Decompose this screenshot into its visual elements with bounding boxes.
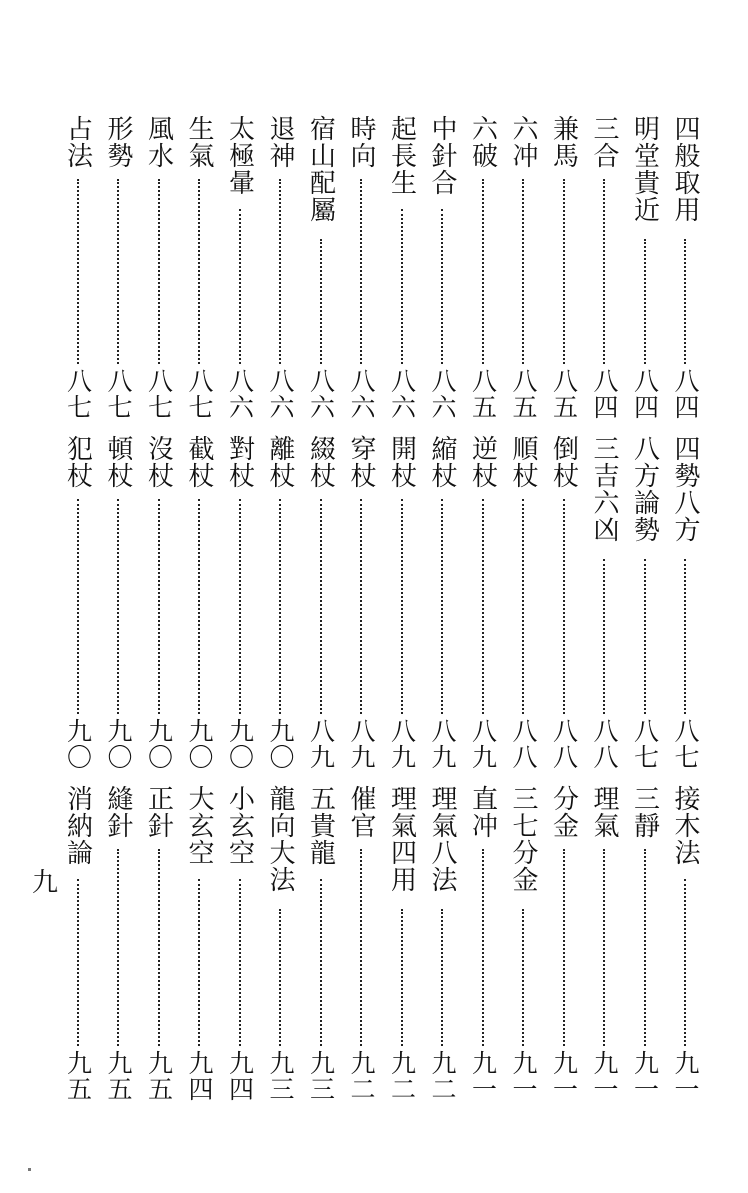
toc-entry bbox=[508, 435, 538, 778]
toc-entry-page: 八四 bbox=[671, 368, 700, 420]
dot-leader bbox=[563, 499, 565, 714]
toc-entry bbox=[468, 435, 498, 778]
dot-leader bbox=[239, 499, 241, 714]
toc-entry bbox=[225, 785, 255, 1110]
toc-entry-page: 八九 bbox=[387, 718, 417, 770]
toc-entry bbox=[184, 785, 214, 1110]
toc-entry-title: 六破 bbox=[467, 115, 498, 169]
toc-entry-page: 九一 bbox=[549, 1050, 579, 1102]
dot-leader bbox=[401, 209, 403, 364]
toc-entry bbox=[589, 785, 619, 1110]
toc-entry-page: 八九 bbox=[306, 718, 336, 770]
dot-leader bbox=[441, 209, 443, 364]
dot-leader bbox=[117, 849, 119, 1046]
dot-leader bbox=[198, 879, 200, 1046]
dot-leader bbox=[684, 239, 686, 364]
toc-entry-title: 四般取用 bbox=[670, 115, 700, 223]
toc-entry bbox=[387, 785, 417, 1110]
dot-leader bbox=[239, 879, 241, 1046]
toc-entry-page: 八九 bbox=[428, 718, 457, 770]
toc-entry bbox=[346, 785, 376, 1110]
toc-entry-title: 三吉六凶 bbox=[589, 435, 619, 543]
toc-entry-page: 九三 bbox=[266, 1050, 295, 1102]
toc-entry bbox=[468, 115, 498, 428]
toc-entry-page: 九一 bbox=[630, 1050, 660, 1102]
dot-leader bbox=[401, 499, 403, 714]
toc-entry bbox=[670, 115, 700, 428]
toc-entry-title: 八方論勢 bbox=[629, 435, 660, 543]
toc-entry-page: 九〇 bbox=[104, 718, 133, 770]
dot-leader bbox=[441, 499, 443, 714]
toc-entry-title: 頓杖 bbox=[103, 435, 133, 489]
dot-leader bbox=[482, 179, 484, 364]
toc-entry-page: 八六 bbox=[306, 368, 336, 420]
toc-entry-title: 起長生 bbox=[386, 115, 417, 196]
toc-entry bbox=[225, 115, 255, 428]
toc-entry-page: 九一 bbox=[590, 1050, 619, 1102]
dot-leader bbox=[401, 909, 403, 1046]
toc-entry-page: 八七 bbox=[144, 368, 174, 420]
toc-entry bbox=[265, 115, 295, 428]
dot-leader bbox=[482, 499, 484, 714]
toc-entry-title: 正針 bbox=[143, 785, 174, 839]
dot-leader bbox=[563, 179, 565, 364]
toc-entry-title: 太極暈 bbox=[224, 115, 255, 196]
toc-entry bbox=[427, 785, 457, 1110]
dot-leader bbox=[320, 879, 322, 1046]
toc-entry-title: 三靜 bbox=[629, 785, 660, 839]
scan-speck bbox=[28, 1168, 31, 1171]
toc-entry-page: 八五 bbox=[509, 368, 538, 420]
toc-entry-title: 風水 bbox=[143, 115, 174, 169]
toc-entry-title: 生氣 bbox=[184, 115, 214, 169]
dot-leader bbox=[603, 179, 605, 364]
toc-entry-page: 九五 bbox=[104, 1050, 133, 1102]
toc-entry bbox=[508, 115, 538, 428]
toc-entry-title: 催官 bbox=[346, 785, 376, 839]
dot-leader bbox=[644, 849, 646, 1046]
toc-entry bbox=[670, 435, 700, 778]
toc-entry-title: 三合 bbox=[589, 115, 619, 169]
toc-entry-title: 縮杖 bbox=[427, 435, 457, 489]
toc-entry-title: 直冲 bbox=[467, 785, 498, 839]
dot-leader bbox=[279, 179, 281, 364]
dot-leader bbox=[644, 239, 646, 364]
toc-entry bbox=[306, 435, 336, 778]
toc-entry-title: 六冲 bbox=[508, 115, 538, 169]
toc-entry-title: 三七分金 bbox=[508, 785, 538, 893]
toc-entry-title: 時向 bbox=[346, 115, 376, 169]
dot-leader bbox=[482, 849, 484, 1046]
dot-leader bbox=[239, 209, 241, 364]
toc-entry-page: 八五 bbox=[549, 368, 579, 420]
dot-leader bbox=[77, 879, 79, 1046]
toc-entry-title: 離杖 bbox=[265, 435, 295, 489]
dot-leader bbox=[441, 909, 443, 1046]
toc-entry-title: 穿杖 bbox=[346, 435, 376, 489]
toc-entry bbox=[468, 785, 498, 1110]
toc-entry-title: 占法 bbox=[62, 115, 93, 169]
toc-entry bbox=[225, 435, 255, 778]
toc-entry-page: 八七 bbox=[671, 718, 700, 770]
toc-entry bbox=[265, 435, 295, 778]
toc-entry-page: 八八 bbox=[590, 718, 619, 770]
toc-entry-page: 九〇 bbox=[63, 718, 93, 770]
toc-entry bbox=[387, 115, 417, 428]
toc-entry-title: 四勢八方 bbox=[670, 435, 700, 543]
toc-entry-page: 八七 bbox=[104, 368, 133, 420]
toc-entry-page: 八六 bbox=[266, 368, 295, 420]
dot-leader bbox=[563, 849, 565, 1046]
dot-leader bbox=[360, 849, 362, 1046]
toc-entry-page: 九二 bbox=[387, 1050, 417, 1102]
toc-entry bbox=[63, 115, 93, 428]
toc-entry-page: 九五 bbox=[144, 1050, 174, 1102]
toc-entry bbox=[63, 785, 93, 1110]
toc-entry-title: 中針合 bbox=[427, 115, 457, 196]
toc-entry-page: 九一 bbox=[671, 1050, 700, 1102]
toc-entry-page: 八四 bbox=[630, 368, 660, 420]
toc-entry bbox=[670, 785, 700, 1110]
toc-entry-title: 理氣 bbox=[589, 785, 619, 839]
dot-leader bbox=[603, 559, 605, 714]
toc-entry bbox=[508, 785, 538, 1110]
toc-entry-page: 八九 bbox=[468, 718, 498, 770]
toc-entry-title: 明堂貴近 bbox=[629, 115, 660, 223]
toc-entry-page: 八五 bbox=[468, 368, 498, 420]
dot-leader bbox=[158, 499, 160, 714]
toc-entry-page: 九〇 bbox=[225, 718, 255, 770]
toc-entry-page: 八八 bbox=[509, 718, 538, 770]
dot-leader bbox=[117, 499, 119, 714]
toc-entry bbox=[306, 785, 336, 1110]
toc-entry-title: 大玄空 bbox=[184, 785, 214, 866]
dot-leader bbox=[198, 499, 200, 714]
dot-leader bbox=[158, 179, 160, 364]
toc-entry-title: 縫針 bbox=[103, 785, 133, 839]
dot-leader bbox=[360, 179, 362, 364]
toc-entry-title: 沒杖 bbox=[143, 435, 174, 489]
page-number: 九 bbox=[32, 868, 59, 898]
toc-entry-page: 九二 bbox=[347, 1050, 376, 1102]
toc-entry bbox=[589, 435, 619, 778]
toc-entry bbox=[427, 115, 457, 428]
toc-entry bbox=[184, 115, 214, 428]
toc-entry-title: 理氣八法 bbox=[427, 785, 457, 893]
dot-leader bbox=[198, 179, 200, 364]
toc-entry-title: 宿山配屬 bbox=[305, 115, 336, 223]
toc-entry bbox=[630, 435, 660, 778]
toc-entry-title: 對杖 bbox=[224, 435, 255, 489]
toc-entry bbox=[589, 115, 619, 428]
toc-entry bbox=[346, 115, 376, 428]
toc-entry bbox=[549, 435, 579, 778]
dot-leader bbox=[320, 239, 322, 364]
toc-entry-title: 小玄空 bbox=[224, 785, 255, 866]
toc-entry bbox=[103, 115, 133, 428]
toc-entry-title: 退神 bbox=[265, 115, 295, 169]
toc-entry bbox=[306, 115, 336, 428]
toc-entry-page: 八七 bbox=[63, 368, 93, 420]
toc-entry-page: 九五 bbox=[63, 1050, 93, 1102]
toc-entry-title: 分金 bbox=[548, 785, 579, 839]
dot-leader bbox=[77, 179, 79, 364]
toc-entry bbox=[549, 785, 579, 1110]
dot-leader bbox=[522, 179, 524, 364]
toc-entry-page: 九二 bbox=[428, 1050, 457, 1102]
toc-entry-page: 八六 bbox=[225, 368, 255, 420]
dot-leader bbox=[158, 849, 160, 1046]
dot-leader bbox=[279, 909, 281, 1046]
toc-entry-title: 截杖 bbox=[184, 435, 214, 489]
toc-entry-title: 五貴龍 bbox=[305, 785, 336, 866]
toc-entry-title: 兼馬 bbox=[548, 115, 579, 169]
toc-entry bbox=[549, 115, 579, 428]
toc-entry bbox=[630, 115, 660, 428]
toc-entry-page: 九三 bbox=[306, 1050, 336, 1102]
toc-entry-title: 理氣四用 bbox=[386, 785, 417, 893]
toc-entry-title: 犯杖 bbox=[62, 435, 93, 489]
toc-entry-page: 八七 bbox=[185, 368, 214, 420]
dot-leader bbox=[684, 879, 686, 1046]
toc-entry-page: 九四 bbox=[185, 1050, 214, 1102]
toc-entry bbox=[103, 435, 133, 778]
dot-leader bbox=[644, 559, 646, 714]
toc-entry-title: 消納論 bbox=[62, 785, 93, 866]
toc-entry bbox=[144, 435, 174, 778]
toc-entry-title: 龍向大法 bbox=[265, 785, 295, 893]
dot-leader bbox=[522, 909, 524, 1046]
dot-leader bbox=[117, 179, 119, 364]
toc-entry-page: 八六 bbox=[428, 368, 457, 420]
toc-entry-title: 接木法 bbox=[670, 785, 700, 866]
dot-leader bbox=[360, 499, 362, 714]
toc-entry bbox=[184, 435, 214, 778]
toc-entry bbox=[387, 435, 417, 778]
toc-entry-title: 逆杖 bbox=[467, 435, 498, 489]
toc-entry-title: 綴杖 bbox=[305, 435, 336, 489]
dot-leader bbox=[77, 499, 79, 714]
dot-leader bbox=[522, 499, 524, 714]
toc-entry-page: 八六 bbox=[347, 368, 376, 420]
toc-entry-page: 八六 bbox=[387, 368, 417, 420]
toc-entry bbox=[630, 785, 660, 1110]
toc-entry bbox=[144, 115, 174, 428]
toc-entry bbox=[144, 785, 174, 1110]
dot-leader bbox=[320, 499, 322, 714]
toc-entry-page: 八四 bbox=[590, 368, 619, 420]
toc-entry-page: 九一 bbox=[468, 1050, 498, 1102]
dot-leader bbox=[684, 559, 686, 714]
dot-leader bbox=[603, 849, 605, 1046]
toc-entry-title: 順杖 bbox=[508, 435, 538, 489]
toc-entry-page: 八九 bbox=[347, 718, 376, 770]
toc-entry bbox=[427, 435, 457, 778]
toc-entry bbox=[63, 435, 93, 778]
toc-entry-title: 開杖 bbox=[386, 435, 417, 489]
toc-entry-page: 八七 bbox=[630, 718, 660, 770]
toc-entry-page: 八八 bbox=[549, 718, 579, 770]
toc-entry bbox=[103, 785, 133, 1110]
toc-entry-page: 九〇 bbox=[144, 718, 174, 770]
toc-entry bbox=[346, 435, 376, 778]
toc-entry-page: 九〇 bbox=[185, 718, 214, 770]
toc-entry bbox=[265, 785, 295, 1110]
toc-entry-page: 九〇 bbox=[266, 718, 295, 770]
toc-entry-title: 形勢 bbox=[103, 115, 133, 169]
toc-entry-page: 九四 bbox=[225, 1050, 255, 1102]
toc-entry-title: 倒杖 bbox=[548, 435, 579, 489]
toc-entry-page: 九一 bbox=[509, 1050, 538, 1102]
dot-leader bbox=[279, 499, 281, 714]
